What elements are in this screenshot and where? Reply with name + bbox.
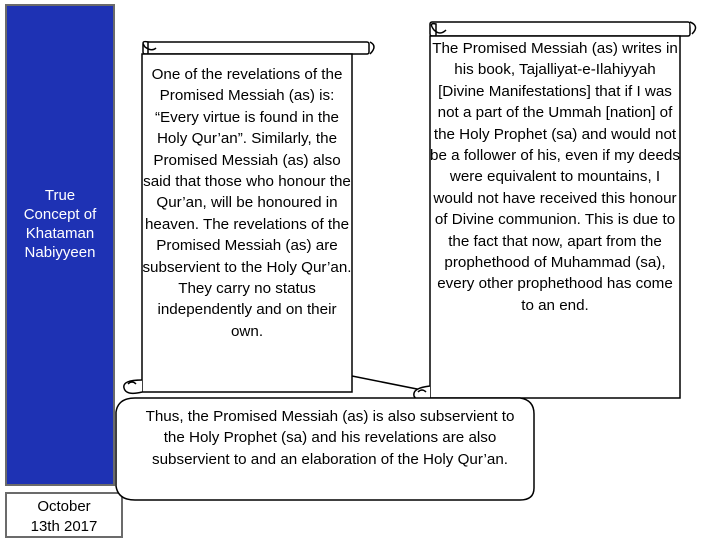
date-box: October 13th 2017 (5, 492, 123, 538)
sidebar-title: True Concept of Khataman Nabiyyeen (23, 187, 97, 261)
scroll-2-text: The Promised Messiah (as) writes in his book, Tajalliyat-e-Ilahiyyah [Divine Manifestations] that if I was not a part of the Ummah [nation] of the Holy Prophet (sa) and would not be a follower of his, even if my deeds were equivalent to mountains, I would not have received this honour of Divine communion. This is due to the fact that now, apart from the prophethood of Muhammad (sa), every other prophethood has come to an end. (430, 40, 680, 314)
scroll-3-text: Thus, the Promised Messiah (as) is also subservient to the Holy Prophet (sa) and his revelations are also subservient to and an elaboration of the Holy Qur’an. (145, 408, 515, 468)
scroll-1-text: One of the revelations of the Promised Messiah (as) is: “Every virtue is found in the Holy Qur’an”. Similarly, the Promised Messiah (as) also said that those who honour the Qur’an, will be honoured in heaven. The revelations of the Promised Messiah (as) are subservient to the Holy Qur’an. They carry no status independently and on their own. (142, 66, 352, 340)
